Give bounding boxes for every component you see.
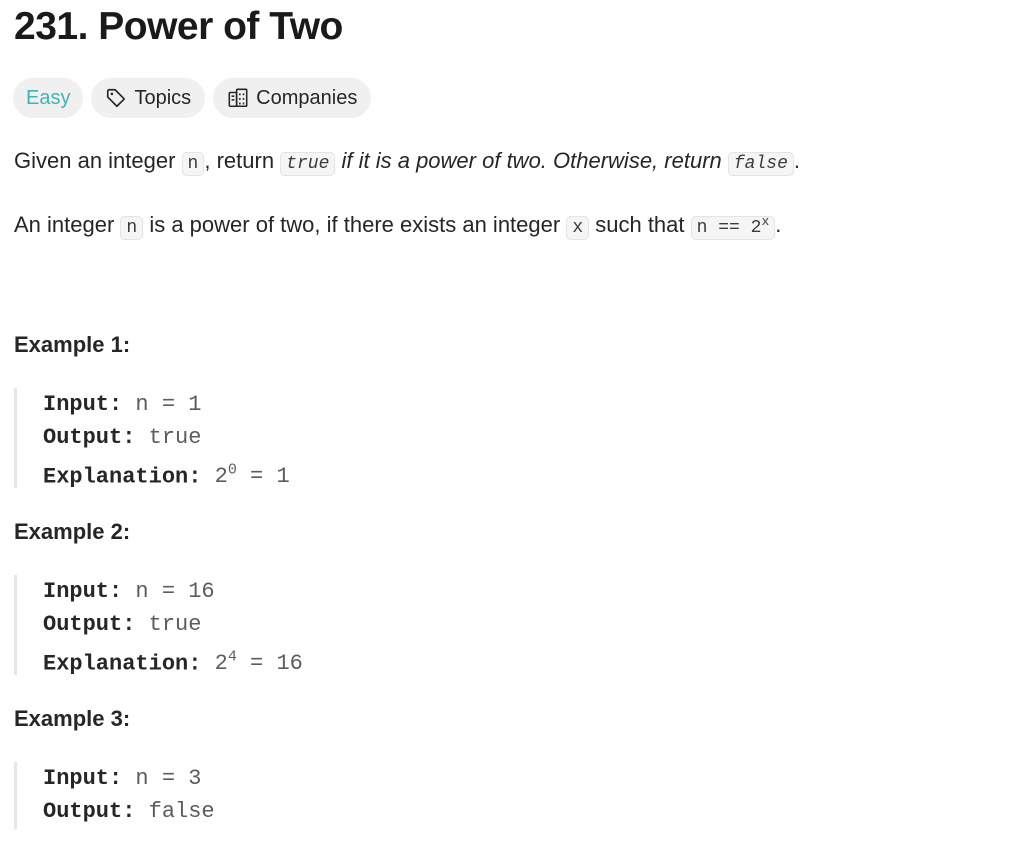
italic-text: if it is a power of two. Otherwise, return (335, 148, 728, 173)
example-output (43, 421, 290, 454)
text: . (793, 148, 801, 173)
example-1-block (14, 388, 290, 488)
companies-button[interactable] (213, 78, 371, 118)
result: = 16 (236, 651, 303, 677)
topics-label: Topics (134, 86, 192, 109)
inline-code-n: n (120, 216, 143, 240)
text: . (775, 212, 782, 237)
output-label: Output: (43, 799, 136, 824)
base: 2 (214, 651, 228, 677)
inline-code-true (280, 152, 335, 176)
explanation-label: Explanation: (43, 464, 202, 490)
text: , return (204, 148, 281, 173)
building-icon (227, 87, 249, 109)
input-label: Input: (43, 766, 123, 791)
code-text: n == 2 (696, 218, 762, 238)
input-label: Input: (43, 392, 123, 417)
example-2-block (14, 575, 303, 675)
description-paragraph-2 (14, 207, 781, 243)
inline-code-n: n (182, 152, 205, 176)
exponent: x (761, 214, 770, 229)
companies-label: Companies (256, 86, 358, 109)
text: Given an integer (14, 148, 182, 173)
result: = 1 (236, 464, 290, 490)
problem-tags (13, 78, 371, 118)
description-paragraph-1 (14, 146, 800, 179)
example-output (43, 608, 303, 641)
input-value: n = 3 (135, 766, 202, 791)
exponent: 0 (227, 462, 237, 479)
base: 2 (214, 464, 228, 490)
example-explanation (43, 641, 303, 680)
example-input (43, 575, 303, 608)
input-value: n = 16 (135, 579, 215, 604)
difficulty-badge (13, 78, 83, 118)
example-1-title: Example 1: (14, 332, 131, 357)
topics-button[interactable] (91, 78, 205, 118)
exponent: 4 (227, 649, 237, 666)
output-value: true (148, 612, 202, 637)
output-label: Output: (43, 425, 136, 450)
difficulty-label: Easy (26, 86, 71, 109)
example-3-block (14, 762, 215, 829)
output-value: true (148, 425, 202, 450)
inline-code-expression (691, 216, 776, 240)
output-value: false (148, 799, 215, 824)
text: such that (589, 212, 691, 237)
explanation-value (215, 464, 290, 489)
inline-code-x: x (566, 216, 589, 240)
code-text: true (286, 154, 330, 174)
code-text: false (733, 154, 788, 174)
explanation-value (215, 651, 303, 676)
output-label: Output: (43, 612, 136, 637)
problem-title[interactable]: 231. Power of Two (14, 5, 343, 48)
example-input (43, 762, 215, 795)
text: An integer (14, 212, 121, 237)
input-value: n = 1 (135, 392, 202, 417)
example-output (43, 795, 215, 828)
text: is a power of two, if there exists an integer (143, 212, 567, 237)
example-2-title: Example 2: (14, 519, 131, 544)
tag-icon (105, 87, 127, 109)
example-explanation (43, 454, 290, 493)
explanation-label: Explanation: (43, 651, 202, 677)
example-3-title: Example 3: (14, 706, 131, 731)
inline-code-false (728, 152, 794, 176)
input-label: Input: (43, 579, 123, 604)
example-input (43, 388, 290, 421)
